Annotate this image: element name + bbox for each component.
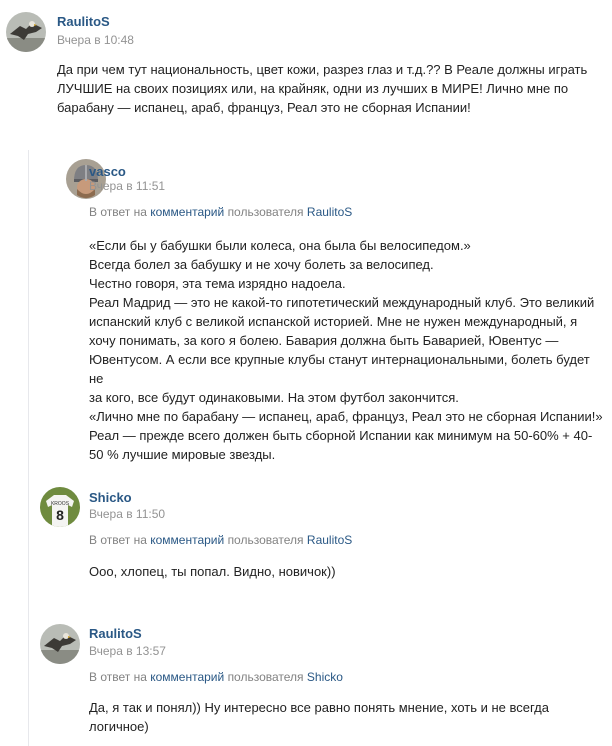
reply-prefix: В ответ на [89,205,147,219]
text-line: Ювентусом. А если все крупные клубы станут интернациональными, болеть будет не [89,352,590,386]
text-line: барабану — испанец, араб, француз, Реал это не сборная Испании! [57,100,471,115]
eagle-icon [6,12,46,52]
jersey-number: 8 [56,507,64,523]
comment-raulitos-2 [0,610,612,746]
timestamp[interactable]: Вчера в 11:50 [89,507,166,521]
reply-comment-link[interactable]: комментарий [150,205,225,219]
comment-text [89,562,604,581]
timestamp[interactable]: Вчера в 10:48 [57,33,134,47]
text-line: Да при чем тут национальность, цвет кожи, разрез глаз и т.д.?? В Реале должны играть [57,62,588,77]
comment-vasco [0,150,612,480]
reply-comment-link[interactable]: комментарий [150,533,225,547]
jersey-icon [40,487,80,527]
author-name[interactable]: RaulitoS [57,14,110,29]
avatar[interactable] [6,12,46,52]
reply-suffix: пользователя [227,670,304,684]
text-line: Да, я так и понял)) Ну интересно все равно понять мнение, хоть и не всегда [89,700,549,715]
comment-text [89,698,604,736]
eagle-icon [40,624,80,664]
text-line: за кого, все будут одинаковыми. На этом футбол закончится. [89,390,459,405]
text-line: «Лично мне по барабану — испанец, араб, француз, Реал это не сборная Испании!» [89,409,603,424]
reply-user-link[interactable]: RaulitoS [306,533,353,547]
reply-info [89,670,343,684]
author-name[interactable]: RaulitoS [89,626,142,641]
text-line: Реал Мадрид — это не какой-то гипотетический международный клуб. Это великий [89,295,595,310]
text-line: ЛУЧШИЕ на своих позициях или, на крайняк, одни из лучших в МИРЕ! Лично мне по [57,81,569,96]
text-line: Ооо, хлопец, ты попал. Видно, новичок)) [89,564,336,579]
text-line: «Если бы у бабушки были колеса, она была бы велосипедом.» [89,238,471,253]
comment-text [89,236,604,464]
avatar[interactable] [40,487,80,527]
reply-suffix: пользователя [227,533,304,547]
author-name[interactable]: Shicko [89,490,132,505]
text-line: 50 % лучшие мировые звезды. [89,447,276,462]
text-line: логичное) [89,719,149,734]
reply-user-link[interactable]: Shicko [306,670,343,684]
reply-info [89,533,352,547]
avatar[interactable] [40,624,80,664]
author-name[interactable]: vasco [89,164,126,179]
jersey-name: KROOS [50,501,70,507]
timestamp[interactable]: Вчера в 13:57 [89,644,166,658]
text-line: Честно говоря, эта тема изрядно надоела. [89,276,346,291]
comment-text [57,60,602,117]
timestamp[interactable]: Вчера в 11:51 [89,179,166,193]
comment-shicko [0,480,612,610]
reply-prefix: В ответ на [89,533,147,547]
text-line: хочу понимать, за кого я болею. Бавария должна быть Баварией, Ювентус — [89,333,559,348]
text-line: Реал — прежде всего должен быть сборной Испании как минимум на 50-60% + 40- [89,428,593,443]
text-line: испанский клуб с великой испанской историей. Мне не нужен международный, я [89,314,578,329]
reply-user-link[interactable]: RaulitoS [306,205,353,219]
text-line: Всегда болел за бабушку и не хочу болеть за велосипед. [89,257,434,272]
reply-suffix: пользователя [227,205,304,219]
reply-comment-link[interactable]: комментарий [150,670,225,684]
reply-prefix: В ответ на [89,670,147,684]
comment-raulitos-1 [0,0,612,150]
reply-info [89,205,352,219]
